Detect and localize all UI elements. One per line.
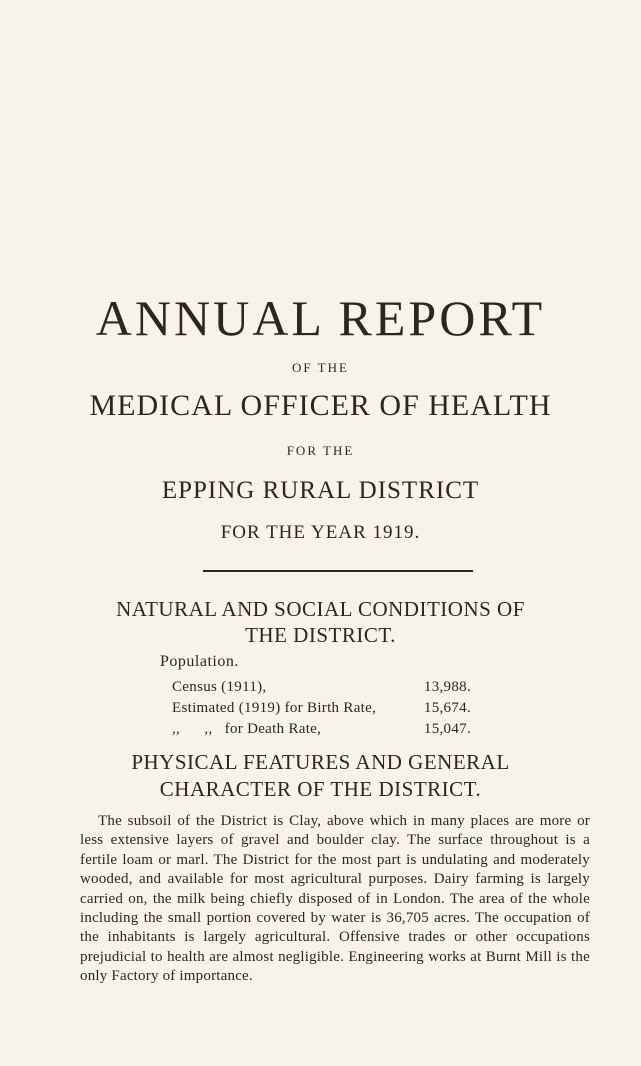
report-subtitle-officer: MEDICAL OFFICER OF HEALTH — [89, 389, 552, 422]
district-name: EPPING RURAL DISTRICT — [161, 477, 480, 504]
population-row-value: 15,047. — [423, 721, 471, 737]
section-heading-natural-social-cont: THE DISTRICT. — [245, 623, 396, 647]
population-row-label: ,, ,, for Death Rate, — [172, 721, 322, 737]
section-heading-physical-features-cont: CHARACTER OF THE DISTRICT. — [159, 777, 482, 801]
population-table — [0, 677, 641, 741]
population-row-label: Census (1911), — [172, 679, 267, 695]
population-label: Population. — [160, 653, 239, 670]
title-connector-for-the: FOR THE — [286, 443, 355, 458]
population-row-label: Estimated (1919) for Birth Rate, — [172, 700, 377, 716]
population-row-death-rate — [0, 719, 641, 739]
section-heading-physical-features: PHYSICAL FEATURES AND GENERAL — [131, 750, 510, 774]
population-row-birth-rate — [0, 698, 641, 718]
report-title: ANNUAL REPORT — [95, 290, 546, 346]
physical-features-paragraph: The subsoil of the District is Clay, above which in many places are more or less extensive layers of gravel and boulder clay. The surface throughout is a fertile loam or marl. The District for the most part is undulating and moderately wooded, and available for most agricultural purposes. Dairy farming is largely carried on, the milk being chiefly disposed of in London. The area of the whole including the small portion covered by water is 36,705 acres. The occupation of the inhabitants is largely agricultural. Offensive trades or other occupations prejudicial to health are almost negligible. Engineering works at Burnt Mill is the only Factory of importance. — [80, 813, 590, 985]
title-divider-rule — [203, 570, 473, 572]
population-row-value: 13,988. — [423, 679, 471, 695]
population-row-census — [0, 677, 641, 697]
report-year: FOR THE YEAR 1919. — [220, 522, 421, 543]
title-connector-of-the: OF THE — [292, 360, 349, 375]
population-row-value: 15,674. — [423, 700, 471, 716]
section-heading-natural-social: NATURAL AND SOCIAL CONDITIONS OF — [116, 597, 525, 621]
